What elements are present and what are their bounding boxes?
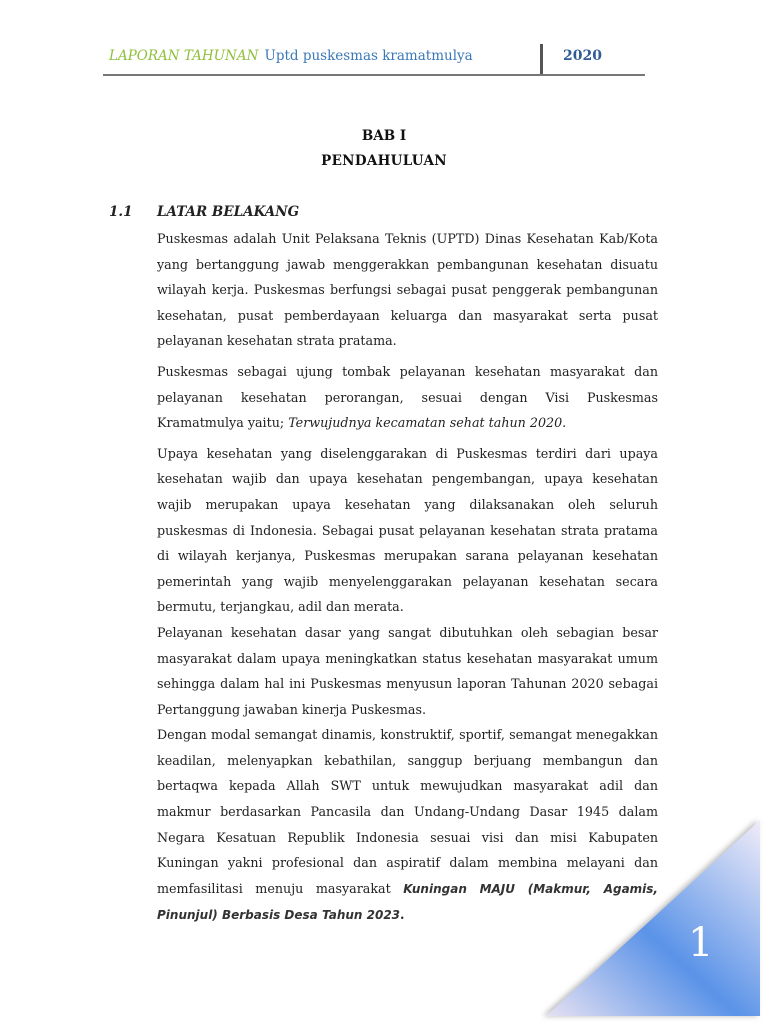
section-title: LATAR BELAKANG [157,204,300,220]
header-year: 2020 [563,48,602,64]
chapter-number: BAB I [361,128,407,144]
paragraph-5-text: Dengan modal semangat dinamis, konstruktif, sportif, semangat menegakkan keadilan, melenyapkan kebathilan, sanggup berjuang membangun dan bertaqwa kepada Allah SWT untuk mewujudkan masyarakat adil dan makmur berdasarkan Pancasila dan Undang-Undang Dasar 1945 dalam Negara Kesatuan Republik Indonesia sesuai visi dan misi Kabupaten Kuningan yakni profesional dan aspiratif dalam membina melayani dan memfasilitasi menuju masyarakat [157,727,658,896]
header-title [109,48,473,64]
paragraph-3: Upaya kesehatan yang diselenggarakan di Puskesmas terdiri dari upaya kesehatan wajib dan upaya kesehatan pengembangan, upaya kesehatan wajib merupakan upaya kesehatan yang dilaksanakan oleh seluruh puskesmas di Indonesia. Sebagai pusat pelayanan kesehatan strata pratama di wilayah kerjanya, Puskesmas merupakan sarana pelayanan kesehatan pemerintah yang wajib menyelenggarakan pelayanan kesehatan secara bermutu, terjangkau, adil dan merata. [157,445,658,615]
paragraph-2-text: Puskesmas sebagai ujung tombak pelayanan kesehatan masyarakat dan pelayanan kesehatan perorangan, sesuai dengan Visi Puskesmas Kramatmulya yaitu; [157,363,658,431]
vision-statement: Terwujudnya kecamatan sehat tahun 2020. [288,415,567,431]
paragraph-2 [157,359,658,436]
kuningan-slogan: Kuningan MAJU (Makmur, Agamis, Pinunjul) Berbasis Desa Tahun 2023 [157,881,658,923]
header-report-label: LAPORAN TAHUNAN [109,48,259,64]
header-rule [103,74,645,76]
page-header [103,40,643,76]
page-corner-decoration [540,812,768,1024]
paragraph-4: Pelayanan kesehatan dasar yang sangat dibutuhkan oleh sebagian besar masyarakat dalam upaya meningkatkan status kesehatan masyarakat umum sehingga dalam hal ini Puskesmas menyusun laporan Tahunan 2020 sebagai Pertanggung jawaban kinerja Puskesmas. [157,624,658,717]
header-organization: Uptd puskesmas kramatmulya [264,48,473,64]
section-number: 1.1 [109,204,133,220]
page-number: 1 [688,920,714,966]
paragraph-1: Puskesmas adalah Unit Pelaksana Teknis (UPTD) Dinas Kesehatan Kab/Kota yang bertanggung jawab menggerakkan pembangunan kesehatan disuatu wilayah kerja. Puskesmas berfungsi sebagai pusat penggerak pembangunan kesehatan, pusat pemberdayaan keluarga dan masyarakat serta pusat pelayanan kesehatan strata pratama. [157,231,658,349]
chapter-title: PENDAHULUAN [321,153,447,169]
paragraph-5-end: . [400,907,405,923]
header-divider [540,44,543,74]
